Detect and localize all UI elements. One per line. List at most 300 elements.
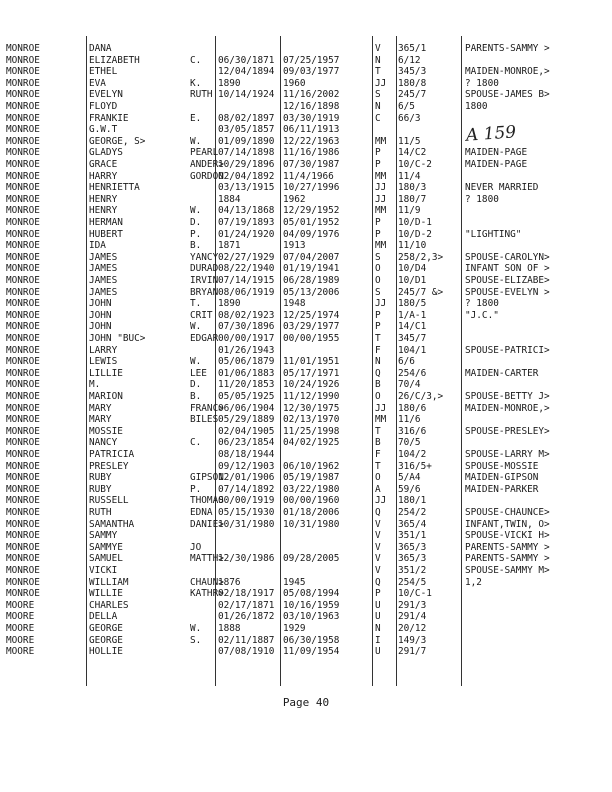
middle-cell: RUTH	[190, 89, 213, 101]
code-cell: O	[375, 275, 381, 286]
death-cell: 11/16/1986	[283, 147, 340, 159]
loc-cell: 351/1	[398, 530, 427, 542]
table-row	[0, 55, 612, 66]
first-cell: JAMES	[89, 251, 118, 263]
death-cell: 12/22/1963	[283, 135, 340, 147]
code-cell: S	[375, 286, 381, 298]
first-cell: JOHN	[89, 309, 112, 321]
code-cell: T	[375, 333, 381, 344]
birth-cell: 09/12/1903	[218, 460, 275, 472]
middle-cell: W.	[190, 135, 202, 147]
birth-cell: 10/29/1896	[218, 159, 275, 170]
loc-cell: 6/5	[398, 101, 415, 112]
note-cell: SPOUSE-EVELYN >	[465, 286, 550, 298]
loc-cell: 365/4	[398, 518, 427, 530]
loc-cell: 20/12	[398, 623, 427, 634]
loc-cell: 5/A4	[398, 472, 421, 484]
code-cell: MM	[375, 240, 387, 252]
death-cell: 11/01/1951	[283, 356, 340, 368]
first-cell: PATRICIA	[89, 449, 135, 460]
death-cell: 04/09/1976	[283, 228, 340, 240]
loc-cell: 104/2	[398, 449, 427, 460]
first-cell: PRESLEY	[89, 460, 129, 472]
first-cell: LARRY	[89, 344, 118, 356]
code-cell: P	[375, 217, 381, 228]
birth-cell: 10/31/1980	[218, 518, 275, 530]
table-row	[0, 298, 612, 309]
death-cell: 11/12/1990	[283, 391, 340, 402]
middle-cell: DANIE>	[190, 518, 224, 530]
code-cell: S	[375, 251, 381, 263]
last-cell: MONROE	[6, 217, 40, 228]
first-cell: JOHN	[89, 298, 112, 310]
table-row	[0, 205, 612, 216]
last-cell: MONROE	[6, 472, 40, 484]
death-cell: 09/28/2005	[283, 553, 340, 565]
loc-cell: 11/5	[398, 135, 421, 147]
death-cell: 1945	[283, 576, 306, 588]
last-cell: MONROE	[6, 159, 40, 170]
last-cell: MONROE	[6, 518, 40, 530]
code-cell: O	[375, 263, 381, 275]
table-row	[0, 379, 612, 390]
table-row	[0, 530, 612, 541]
birth-cell: 07/14/1892	[218, 483, 275, 495]
table-row	[0, 171, 612, 182]
table-row	[0, 113, 612, 124]
loc-cell: 254/5	[398, 576, 427, 588]
loc-cell: 11/9	[398, 205, 421, 217]
birth-cell: 02/04/1905	[218, 425, 275, 437]
code-cell: P	[375, 588, 381, 600]
table-row	[0, 623, 612, 634]
first-cell: JOHN "BUC>	[89, 333, 146, 344]
loc-cell: 59/6	[398, 483, 421, 495]
table-row	[0, 147, 612, 158]
last-cell: MONROE	[6, 344, 40, 356]
middle-cell: C.	[190, 437, 202, 449]
middle-cell: YANCY	[190, 251, 219, 263]
last-cell: MONROE	[6, 333, 40, 344]
middle-cell: D.	[190, 379, 202, 391]
loc-cell: 365/1	[398, 43, 427, 54]
first-cell: RUSSELL	[89, 495, 129, 507]
code-cell: JJ	[375, 193, 387, 205]
last-cell: MONROE	[6, 356, 40, 368]
code-cell: V	[375, 565, 381, 576]
code-cell: P	[375, 321, 381, 333]
note-cell: MAIDEN-GIPSON	[465, 472, 539, 484]
note-cell: PARENTS-SAMMY >	[465, 43, 550, 54]
table-row	[0, 472, 612, 483]
birth-cell: 01/09/1890	[218, 135, 275, 147]
table-row	[0, 182, 612, 193]
first-cell: MARY	[89, 402, 112, 414]
first-cell: CHARLES	[89, 599, 129, 611]
middle-cell: EDNA	[190, 507, 213, 518]
first-cell: MARY	[89, 414, 112, 426]
note-cell: MAIDEN-MONROE,>	[465, 66, 550, 78]
code-cell: JJ	[375, 77, 387, 89]
death-cell: 11/4/1966	[283, 170, 334, 182]
last-cell: MONROE	[6, 402, 40, 414]
last-cell: MONROE	[6, 321, 40, 333]
first-cell: HUBERT	[89, 228, 123, 240]
first-cell: LEWIS	[89, 356, 118, 368]
note-cell: ? 1800	[465, 77, 499, 89]
loc-cell: 11/10	[398, 240, 427, 252]
middle-cell: MATTH>	[190, 553, 224, 565]
birth-cell: 01/06/1883	[218, 367, 275, 379]
death-cell: 01/19/1941	[283, 263, 340, 275]
first-cell: HOLLIE	[89, 646, 123, 658]
last-cell: MONROE	[6, 425, 40, 437]
table-row	[0, 321, 612, 332]
birth-cell: 05/15/1930	[218, 507, 275, 518]
last-cell: MONROE	[6, 89, 40, 101]
birth-cell: 08/02/1897	[218, 112, 275, 124]
loc-cell: 254/2	[398, 507, 427, 518]
last-cell: MONROE	[6, 263, 40, 275]
note-cell: INFANT,TWIN, O>	[465, 518, 550, 530]
code-cell: V	[375, 43, 381, 54]
note-cell: SPOUSE-BETTY J>	[465, 391, 550, 402]
loc-cell: 149/3	[398, 634, 427, 646]
death-cell: 05/13/2006	[283, 286, 340, 298]
code-cell: P	[375, 147, 381, 159]
table-row	[0, 495, 612, 506]
table-row	[0, 414, 612, 425]
last-cell: MONROE	[6, 298, 40, 310]
death-cell: 03/30/1919	[283, 112, 340, 124]
note-cell: SPOUSE-ELIZABE>	[465, 275, 550, 286]
birth-cell: 1884	[218, 193, 241, 205]
death-cell: 12/29/1952	[283, 205, 340, 217]
birth-cell: 06/06/1904	[218, 402, 275, 414]
birth-cell: 07/19/1893	[218, 217, 275, 228]
code-cell: U	[375, 599, 381, 611]
first-cell: RUBY	[89, 483, 112, 495]
code-cell: N	[375, 101, 381, 112]
death-cell: 12/25/1974	[283, 309, 340, 321]
death-cell: 03/29/1977	[283, 321, 340, 333]
last-cell: MONROE	[6, 77, 40, 89]
loc-cell: 365/3	[398, 553, 427, 565]
loc-cell: 70/4	[398, 379, 421, 391]
table-row	[0, 553, 612, 564]
death-cell: 05/19/1987	[283, 472, 340, 484]
table-row	[0, 368, 612, 379]
first-cell: RUBY	[89, 472, 112, 484]
death-cell: 00/00/1960	[283, 495, 340, 507]
death-cell: 01/18/2006	[283, 507, 340, 518]
death-cell: 05/08/1994	[283, 588, 340, 600]
code-cell: MM	[375, 205, 387, 217]
first-cell: SAMMY	[89, 530, 118, 542]
last-cell: MONROE	[6, 391, 40, 402]
loc-cell: 6/12	[398, 54, 421, 66]
loc-cell: 316/5+	[398, 460, 432, 472]
birth-cell: 12/30/1986	[218, 553, 275, 565]
birth-cell: 12/04/1894	[218, 66, 275, 78]
last-cell: MONROE	[6, 124, 40, 136]
code-cell: P	[375, 228, 381, 240]
code-cell: V	[375, 530, 381, 542]
last-cell: MONROE	[6, 135, 40, 147]
middle-cell: T.	[190, 298, 202, 310]
death-cell: 10/31/1980	[283, 518, 340, 530]
first-cell: WILLIE	[89, 588, 123, 600]
last-cell: MONROE	[6, 437, 40, 449]
first-cell: DANA	[89, 43, 112, 54]
first-cell: HENRY	[89, 193, 118, 205]
last-cell: MONROE	[6, 541, 40, 553]
first-cell: JAMES	[89, 275, 118, 286]
table-row	[0, 78, 612, 89]
first-cell: NANCY	[89, 437, 118, 449]
first-cell: MARION	[89, 391, 123, 402]
code-cell: N	[375, 356, 381, 368]
death-cell: 05/01/1952	[283, 217, 340, 228]
first-cell: DELLA	[89, 611, 118, 623]
code-cell: B	[375, 437, 381, 449]
table-row	[0, 635, 612, 646]
code-cell: Q	[375, 367, 381, 379]
note-cell: MAIDEN-MONROE,>	[465, 402, 550, 414]
death-cell: 1960	[283, 77, 306, 89]
loc-cell: 10/D-1	[398, 217, 432, 228]
table-row	[0, 345, 612, 356]
note-cell: SPOUSE-SAMMY M>	[465, 565, 550, 576]
loc-cell: 180/3	[398, 182, 427, 194]
death-cell: 10/27/1996	[283, 182, 340, 194]
loc-cell: 104/1	[398, 344, 427, 356]
table-row	[0, 356, 612, 367]
table-row	[0, 588, 612, 599]
birth-cell: 05/05/1925	[218, 391, 275, 402]
code-cell: MM	[375, 135, 387, 147]
last-cell: MONROE	[6, 414, 40, 426]
loc-cell: 345/3	[398, 66, 427, 78]
note-cell: SPOUSE-LARRY M>	[465, 449, 550, 460]
table-row	[0, 542, 612, 553]
middle-cell: S.	[190, 634, 202, 646]
first-cell: HENRIETTA	[89, 182, 140, 194]
loc-cell: 66/3	[398, 112, 421, 124]
birth-cell: 06/23/1854	[218, 437, 275, 449]
loc-cell: 291/3	[398, 599, 427, 611]
death-cell: 06/30/1958	[283, 634, 340, 646]
code-cell: JJ	[375, 298, 387, 310]
last-cell: MOORE	[6, 611, 35, 623]
loc-cell: 10/C-2	[398, 159, 432, 170]
middle-cell: W.	[190, 356, 202, 368]
middle-cell: ANDER>	[190, 159, 224, 170]
birth-cell: 03/13/1915	[218, 182, 275, 194]
note-cell: 1800	[465, 101, 488, 112]
death-cell: 06/28/1989	[283, 275, 340, 286]
first-cell: G.W.T	[89, 124, 118, 136]
table-row	[0, 449, 612, 460]
last-cell: MONROE	[6, 530, 40, 542]
death-cell: 1962	[283, 193, 306, 205]
last-cell: MONROE	[6, 170, 40, 182]
death-cell: 04/02/1925	[283, 437, 340, 449]
code-cell: V	[375, 541, 381, 553]
birth-cell: 06/30/1871	[218, 54, 275, 66]
death-cell: 03/22/1980	[283, 483, 340, 495]
last-cell: MONROE	[6, 182, 40, 194]
middle-cell: FRANC>	[190, 402, 224, 414]
table-row	[0, 403, 612, 414]
death-cell: 02/13/1970	[283, 414, 340, 426]
note-cell: SPOUSE-JAMES B>	[465, 89, 550, 101]
middle-cell: P.	[190, 228, 202, 240]
first-cell: GLADYS	[89, 147, 123, 159]
note-cell: "J.C."	[465, 309, 499, 321]
first-cell: MOSSIE	[89, 425, 123, 437]
last-cell: MONROE	[6, 553, 40, 565]
death-cell: 1929	[283, 623, 306, 634]
middle-cell: PEARL	[190, 147, 219, 159]
code-cell: N	[375, 623, 381, 634]
birth-cell: 08/22/1940	[218, 263, 275, 275]
death-cell: 09/03/1977	[283, 66, 340, 78]
first-cell: GEORGE	[89, 634, 123, 646]
death-cell: 06/10/1962	[283, 460, 340, 472]
note-cell: NEVER MARRIED	[465, 182, 539, 194]
code-cell: F	[375, 449, 381, 460]
first-cell: EVELYN	[89, 89, 123, 101]
first-cell: GRACE	[89, 159, 118, 170]
birth-cell: 1871	[218, 240, 241, 252]
last-cell: MONROE	[6, 565, 40, 576]
note-cell: SPOUSE-CHAUNCE>	[465, 507, 550, 518]
last-cell: MONROE	[6, 251, 40, 263]
death-cell: 10/24/1926	[283, 379, 340, 391]
birth-cell: 12/01/1906	[218, 472, 275, 484]
first-cell: GEORGE	[89, 623, 123, 634]
middle-cell: W.	[190, 321, 202, 333]
loc-cell: 70/5	[398, 437, 421, 449]
middle-cell: GIPSON	[190, 472, 224, 484]
loc-cell: 365/3	[398, 541, 427, 553]
note-cell: MAIDEN-PAGE	[465, 159, 528, 170]
table-row	[0, 437, 612, 448]
middle-cell: W.	[190, 205, 202, 217]
middle-cell: K.	[190, 77, 202, 89]
last-cell: MONROE	[6, 275, 40, 286]
first-cell: FLOYD	[89, 101, 118, 112]
middle-cell: GORDON	[190, 170, 224, 182]
birth-cell: 02/11/1887	[218, 634, 275, 646]
middle-cell: EDGAR	[190, 333, 219, 344]
birth-cell: 01/24/1920	[218, 228, 275, 240]
first-cell: SAMANTHA	[89, 518, 135, 530]
loc-cell: 245/7	[398, 89, 427, 101]
note-cell: MAIDEN-PAGE	[465, 147, 528, 159]
code-cell: V	[375, 518, 381, 530]
last-cell: MOORE	[6, 646, 35, 658]
table-row	[0, 484, 612, 495]
table-row	[0, 159, 612, 170]
middle-cell: JO	[190, 541, 202, 553]
loc-cell: 291/7	[398, 646, 427, 658]
last-cell: MONROE	[6, 101, 40, 112]
first-cell: JAMES	[89, 286, 118, 298]
table-row	[0, 101, 612, 112]
note-cell: INFANT SON OF >	[465, 263, 550, 275]
last-cell: MONROE	[6, 112, 40, 124]
first-cell: EVA	[89, 77, 106, 89]
table-row	[0, 426, 612, 437]
table-row	[0, 252, 612, 263]
middle-cell: B.	[190, 391, 202, 402]
last-cell: MONROE	[6, 193, 40, 205]
last-cell: MONROE	[6, 483, 40, 495]
middle-cell: DURAD	[190, 263, 219, 275]
note-cell: PARENTS-SAMMY >	[465, 541, 550, 553]
loc-cell: 180/6	[398, 402, 427, 414]
note-cell: SPOUSE-VICKI H>	[465, 530, 550, 542]
table-row	[0, 194, 612, 205]
code-cell: P	[375, 159, 381, 170]
note-cell: "LIGHTING"	[465, 228, 522, 240]
loc-cell: 254/6	[398, 367, 427, 379]
loc-cell: 10/D-2	[398, 228, 432, 240]
middle-cell: B.	[190, 240, 202, 252]
handwritten-note: A 159	[465, 122, 517, 146]
last-cell: MONROE	[6, 507, 40, 518]
first-cell: SAMMYE	[89, 541, 123, 553]
middle-cell: P.	[190, 483, 202, 495]
loc-cell: 10/D1	[398, 275, 427, 286]
first-cell: SAMUEL	[89, 553, 123, 565]
birth-cell: 00/00/1917	[218, 333, 275, 344]
table-row	[0, 89, 612, 100]
table-row	[0, 124, 612, 135]
birth-cell: 01/26/1872	[218, 611, 275, 623]
code-cell: V	[375, 553, 381, 565]
middle-cell: E.	[190, 112, 202, 124]
birth-cell: 07/14/1915	[218, 275, 275, 286]
table-row	[0, 461, 612, 472]
last-cell: MONROE	[6, 240, 40, 252]
death-cell: 11/25/1998	[283, 425, 340, 437]
table-row	[0, 217, 612, 228]
first-cell: VICKI	[89, 565, 118, 576]
code-cell: B	[375, 379, 381, 391]
table-row	[0, 565, 612, 576]
loc-cell: 245/7 &>	[398, 286, 444, 298]
birth-cell: 11/20/1853	[218, 379, 275, 391]
birth-cell: 03/05/1857	[218, 124, 275, 136]
table-row	[0, 507, 612, 518]
code-cell: Q	[375, 507, 381, 518]
first-cell: GEORGE, S>	[89, 135, 146, 147]
code-cell: I	[375, 634, 381, 646]
code-cell: O	[375, 472, 381, 484]
birth-cell: 1888	[218, 623, 241, 634]
note-cell: PARENTS-SAMMY >	[465, 553, 550, 565]
code-cell: Q	[375, 576, 381, 588]
table-row	[0, 43, 612, 54]
death-cell: 1913	[283, 240, 306, 252]
table-row	[0, 310, 612, 321]
table-row	[0, 611, 612, 622]
last-cell: MONROE	[6, 54, 40, 66]
birth-cell: 02/18/1917	[218, 588, 275, 600]
